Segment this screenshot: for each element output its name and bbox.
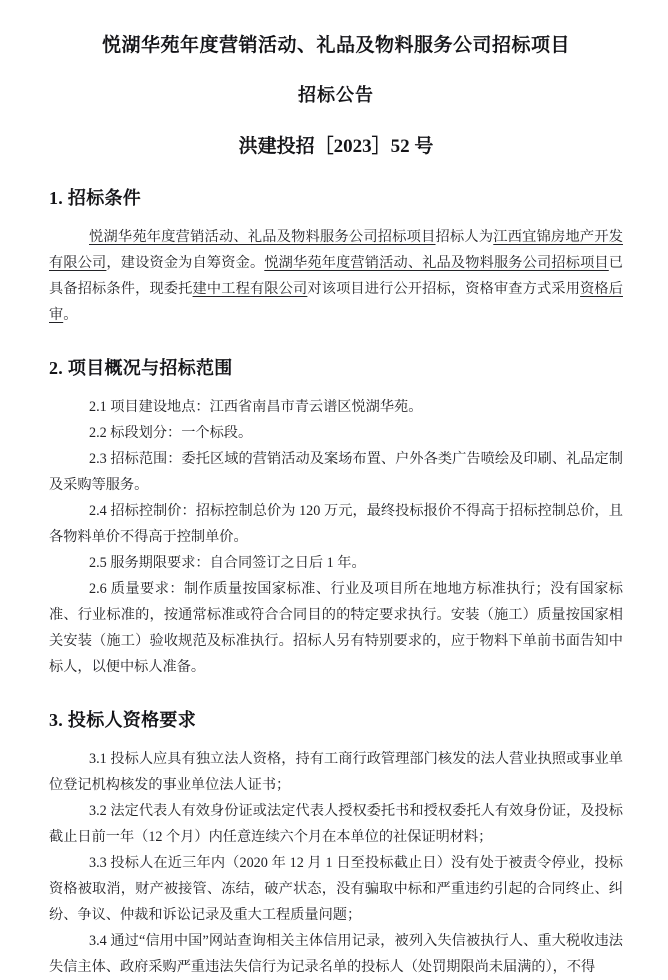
clause-2-1-location: 2.1 项目建设地点：江西省南昌市青云谱区悦湖华苑。 (89, 399, 423, 415)
clause-3-3-no-violations: 3.3 投标人在近三年内（2020 年 12 月 1 日至投标截止日）没有处于被责令停业，投标资格被取消，财产被接管、冻结，破产状态，没有骗取中标和严重违约引起的合同终止、纠纷、争议、仲裁和诉讼记录及重大工程质量问题； (49, 855, 623, 923)
document-number: 洪建投招［2023］52 号 (238, 136, 434, 157)
clause-3-1-legal-entity: 3.1 投标人应具有独立法人资格，持有工商行政管理部门核发的法人营业执照或事业单位登记机构核发的事业单位法人证书； (49, 751, 623, 793)
section-bidding-conditions (49, 184, 623, 328)
document-subtitle: 招标公告 (298, 85, 374, 105)
section-heading-bidding-conditions: 1. 招标条件 (49, 188, 142, 208)
section-project-overview (49, 354, 623, 680)
clause-3-2-representative-id: 3.2 法定代表人有效身份证或法定代表人授权委托书和授权委托人有效身份证，及投标截止日前一年（12 个月）内任意连续六个月在本单位的社保证明材料； (49, 803, 623, 845)
clause-2-3-scope: 2.3 招标范围：委托区域的营销活动及案场布置、户外各类广告喷绘及印刷、礼品定制及采购等服务。 (49, 451, 623, 493)
clause-2-2-lot-division: 2.2 标段划分：一个标段。 (89, 425, 253, 441)
document-title: 悦湖华苑年度营销活动、礼品及物料服务公司招标项目 (101, 35, 570, 56)
clause-3-4-credit-china: 3.4 通过“信用中国”网站查询相关主体信用记录，被列入失信被执行人、重大税收违法失信主体、政府采购严重违法失信行为记录名单的投标人（处罚期限尚未届满的），不得 (49, 933, 623, 975)
section-bidder-qualifications (49, 706, 623, 980)
clause-2-6-quality-requirements: 2.6 质量要求：制作质量按国家标准、行业及项目所在地地方标准执行；没有国家标准、行业标准的，按通常标准或符合合同目的的特定要求执行。安装（施工）质量按国家相关安装（施工）验收规范及标准执行。招标人另有特别要求的，应于物料下单前书面告知中标人，以便中标人准备。 (49, 581, 623, 675)
clause-2-5-service-period: 2.5 服务期限要求：自合同签订之日后 1 年。 (89, 555, 366, 571)
clause-bidding-conditions-body: 悦湖华苑年度营销活动、礼品及物料服务公司招标项目招标人为江西宜锦房地产开发有限公司，建设资金为自筹资金。悦湖华苑年度营销活动、礼品及物料服务公司招标项目已具备招标条件，现委托建中工程有限公司对该项目进行公开招标，资格审查方式采用资格后审。 (49, 229, 623, 323)
section-heading-bidder-qualifications: 3. 投标人资格要求 (49, 710, 196, 730)
clause-2-4-price-ceiling: 2.4 招标控制价：招标控制总价为 120 万元，最终投标报价不得高于招标控制总价，且各物料单价不得高于控制单价。 (49, 503, 623, 545)
section-heading-project-overview: 2. 项目概况与招标范围 (49, 358, 233, 378)
